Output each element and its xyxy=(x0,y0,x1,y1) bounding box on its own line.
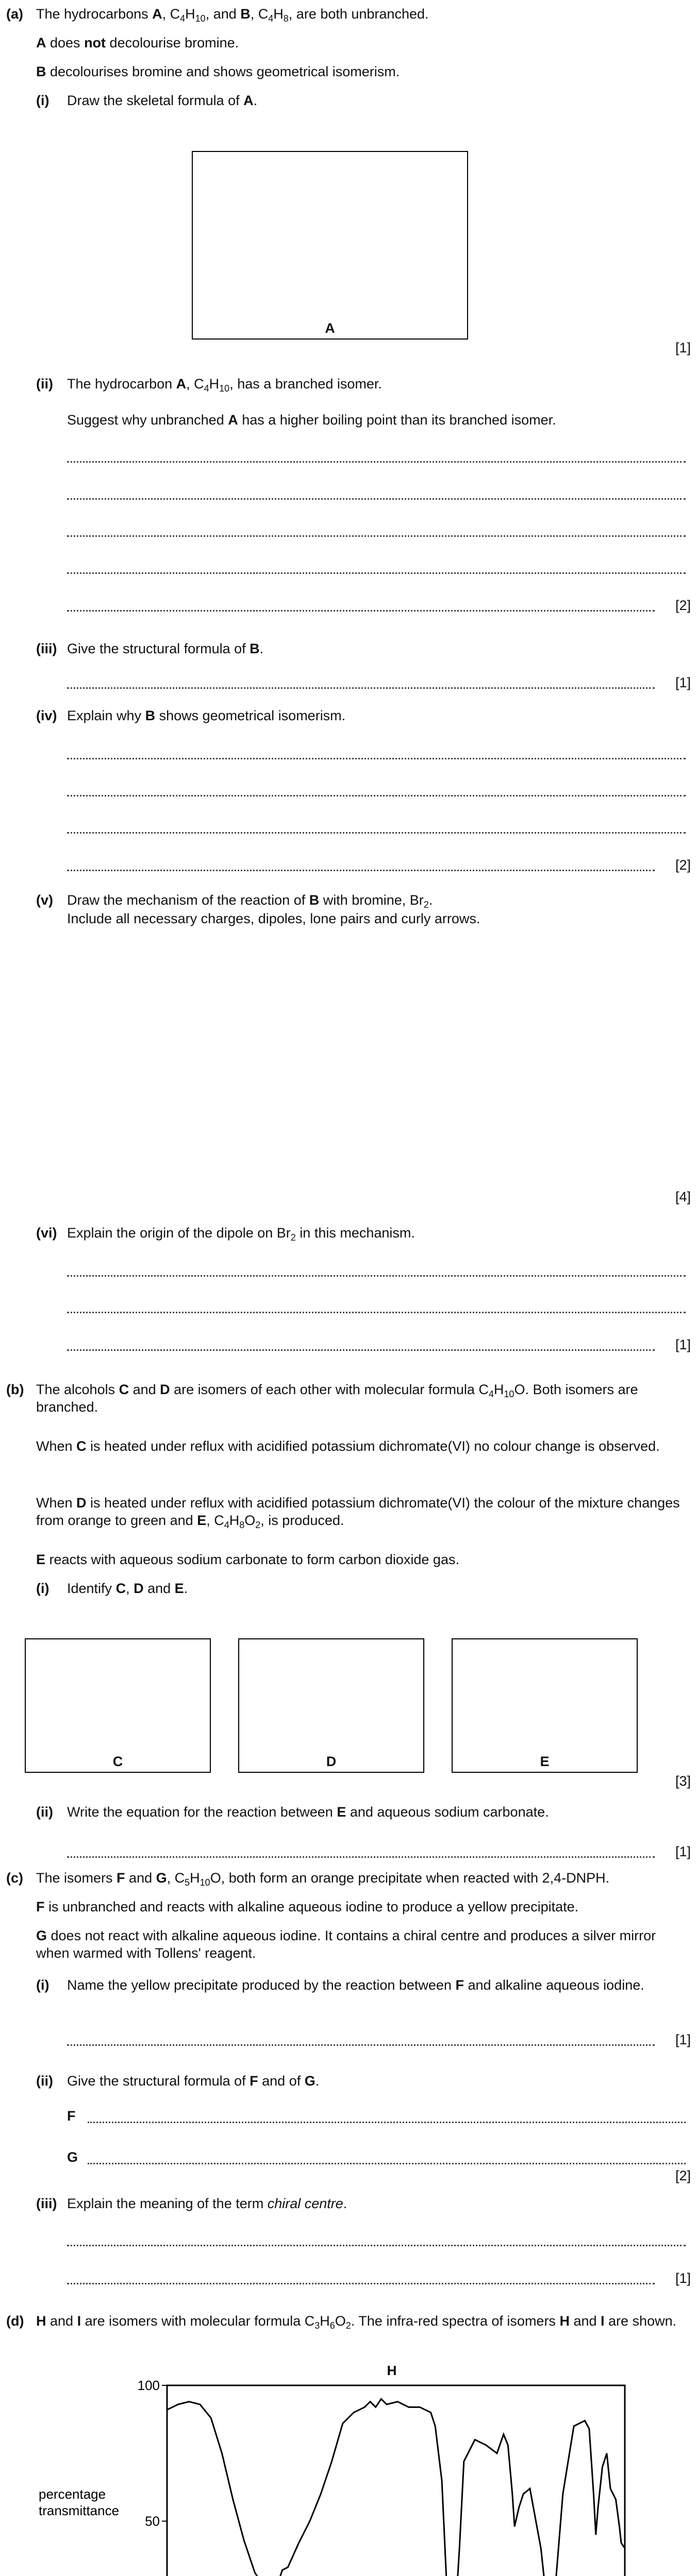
answer-box-d[interactable] xyxy=(238,1638,424,1773)
marks-c-ii: [2] xyxy=(675,2168,691,2183)
marks-c-i: [1] xyxy=(675,2032,691,2047)
q-c-iii-text: Explain the meaning of the term chiral centre. xyxy=(67,2196,347,2211)
answer-line[interactable] xyxy=(67,795,686,796)
q-a-i-text: Draw the skeletal formula of A. xyxy=(67,93,258,108)
answer-box-c-label: C xyxy=(112,1754,123,1769)
answer-line[interactable] xyxy=(67,832,686,834)
answer-box-a-label: A xyxy=(325,320,335,336)
answer-box-d-label: D xyxy=(326,1754,337,1769)
ir-spectrum-h xyxy=(0,2360,697,2576)
answer-line[interactable] xyxy=(67,535,686,537)
q-c-ii-text: Give the structural formula of F and of G. xyxy=(67,2073,320,2089)
marks-a-iv: [2] xyxy=(675,857,691,873)
answer-line[interactable] xyxy=(67,610,655,612)
q-c-i-label: (i) xyxy=(36,1977,49,1993)
part-b-text-1: The alcohols C and D are isomers of each other with molecular formula $C_4H_{10}O$. Both isomers are branched. xyxy=(36,1382,638,1415)
part-a-intro: The hydrocarbons A, $C_4H_{10}$, and B, $C_4H_8$, are both unbranched. xyxy=(36,6,429,24)
part-d-text: H and I are isomers with molecular formula $C_3H_6O_2$. The infra-red spectra of isomers H and I are shown. xyxy=(36,2313,677,2331)
q-a-iv-label: (iv) xyxy=(36,708,57,723)
q-b-i-text: Identify C, D and E. xyxy=(67,1581,188,1596)
answer-line[interactable] xyxy=(67,2044,655,2046)
q-a-iii-text: Give the structural formula of B. xyxy=(67,641,264,656)
part-b-text-3: When D is heated under reflux with acidified potassium dichromate(VI) the colour of the mixture changes from orange to green and E, $C_4H_8O_2$, is produced. xyxy=(36,1495,680,1530)
marks-a-i: [1] xyxy=(675,340,691,355)
part-a-fact-2: B decolourises bromine and shows geometrical isomerism. xyxy=(36,64,400,79)
q-a-v-label: (v) xyxy=(36,892,53,908)
answer-line[interactable] xyxy=(67,2283,655,2284)
part-c-text-3: G does not react with alkaline aqueous iodine. It contains a chiral centre and produces a silver mirror when warmed with Tollens' reagent. xyxy=(36,1928,656,1961)
g-label: G xyxy=(67,2149,78,2165)
spectrum-h-title: H xyxy=(387,2363,397,2378)
q-a-vi-text: Explain the origin of the dipole on $Br_2$ in this mechanism. xyxy=(67,1225,415,1243)
q-b-ii-label: (ii) xyxy=(36,1804,53,1820)
part-a-fact-1: A does not decolourise bromine. xyxy=(36,35,239,50)
q-b-ii-text: Write the equation for the reaction between E and aqueous sodium carbonate. xyxy=(67,1804,549,1820)
answer-line[interactable] xyxy=(67,498,686,500)
spectrum-h-trace xyxy=(167,2399,625,2576)
q-a-v-text-1: Draw the mechanism of the reaction of B with bromine, $Br_2$. xyxy=(67,892,433,910)
answer-line[interactable] xyxy=(67,1856,655,1858)
marks-c-iii: [1] xyxy=(675,2270,691,2286)
part-b-label: (b) xyxy=(6,1382,24,1397)
part-c-text-2: F is unbranched and reacts with alkaline aqueous iodine to produce a yellow precipitate. xyxy=(36,1899,579,1914)
answer-line[interactable] xyxy=(67,1349,655,1351)
spectrum-h-ylabel-2: transmittance xyxy=(39,2503,120,2518)
answer-line[interactable] xyxy=(67,461,686,463)
answer-line[interactable] xyxy=(67,1275,686,1277)
q-a-v-text-2: Include all necessary charges, dipoles, lone pairs and curly arrows. xyxy=(67,911,480,926)
part-b-text-2: When C is heated under reflux with acidified potassium dichromate(VI) no colour change is observed. xyxy=(36,1438,660,1454)
marks-b-i: [3] xyxy=(675,1773,691,1789)
q-b-i-label: (i) xyxy=(36,1581,49,1596)
part-c-label: (c) xyxy=(6,1870,23,1886)
marks-a-vi: [1] xyxy=(675,1337,691,1352)
y-tick-label: 50 xyxy=(145,2513,160,2529)
part-d-label: (d) xyxy=(6,2313,24,2329)
answer-line[interactable] xyxy=(67,758,686,759)
q-a-ii-text-1: The hydrocarbon A, $C_4H_{10}$, has a branched isomer. xyxy=(67,376,382,394)
answer-box-e[interactable] xyxy=(452,1638,638,1773)
part-b-text-4: E reacts with aqueous sodium carbonate to form carbon dioxide gas. xyxy=(36,1552,459,1567)
answer-line[interactable] xyxy=(67,870,655,871)
g-answer-line[interactable] xyxy=(88,2163,686,2164)
q-a-i-label: (i) xyxy=(36,93,49,108)
answer-line[interactable] xyxy=(67,2245,686,2246)
q-a-vi-label: (vi) xyxy=(36,1225,57,1241)
spectrum-h-ylabel-1: percentage xyxy=(39,2486,106,2502)
marks-a-iii: [1] xyxy=(675,675,691,690)
q-c-i-text: Name the yellow precipitate produced by the reaction between F and alkaline aqueous iodine. xyxy=(67,1977,644,1993)
q-a-ii-label: (ii) xyxy=(36,376,53,392)
f-answer-line[interactable] xyxy=(88,2122,686,2123)
marks-b-ii: [1] xyxy=(675,1844,691,1859)
mechanism-drawing-area[interactable] xyxy=(67,938,660,1175)
answer-line[interactable] xyxy=(67,687,655,689)
part-a-label: (a) xyxy=(6,6,23,22)
part-c-text-1: The isomers F and G, $C_5H_{10}O$, both form an orange precipitate when reacted with 2,4-DNPH. xyxy=(36,1870,610,1888)
q-c-ii-label: (ii) xyxy=(36,2073,53,2089)
answer-box-c[interactable] xyxy=(25,1638,211,1773)
marks-a-v: [4] xyxy=(675,1189,691,1205)
marks-a-ii: [2] xyxy=(675,598,691,613)
spectrum-h-yticks xyxy=(138,2378,167,2576)
q-a-ii-text-2: Suggest why unbranched A has a higher boiling point than its branched isomer. xyxy=(67,412,556,428)
answer-box-e-label: E xyxy=(540,1754,550,1769)
q-a-iii-label: (iii) xyxy=(36,641,57,656)
answer-line[interactable] xyxy=(67,1312,686,1313)
q-a-iv-text: Explain why B shows geometrical isomerism. xyxy=(67,708,346,723)
q-c-iii-label: (iii) xyxy=(36,2196,57,2211)
answer-line[interactable] xyxy=(67,572,686,574)
answer-box-a[interactable] xyxy=(192,151,468,340)
y-tick-label: 100 xyxy=(137,2378,160,2393)
f-label: F xyxy=(67,2108,76,2124)
